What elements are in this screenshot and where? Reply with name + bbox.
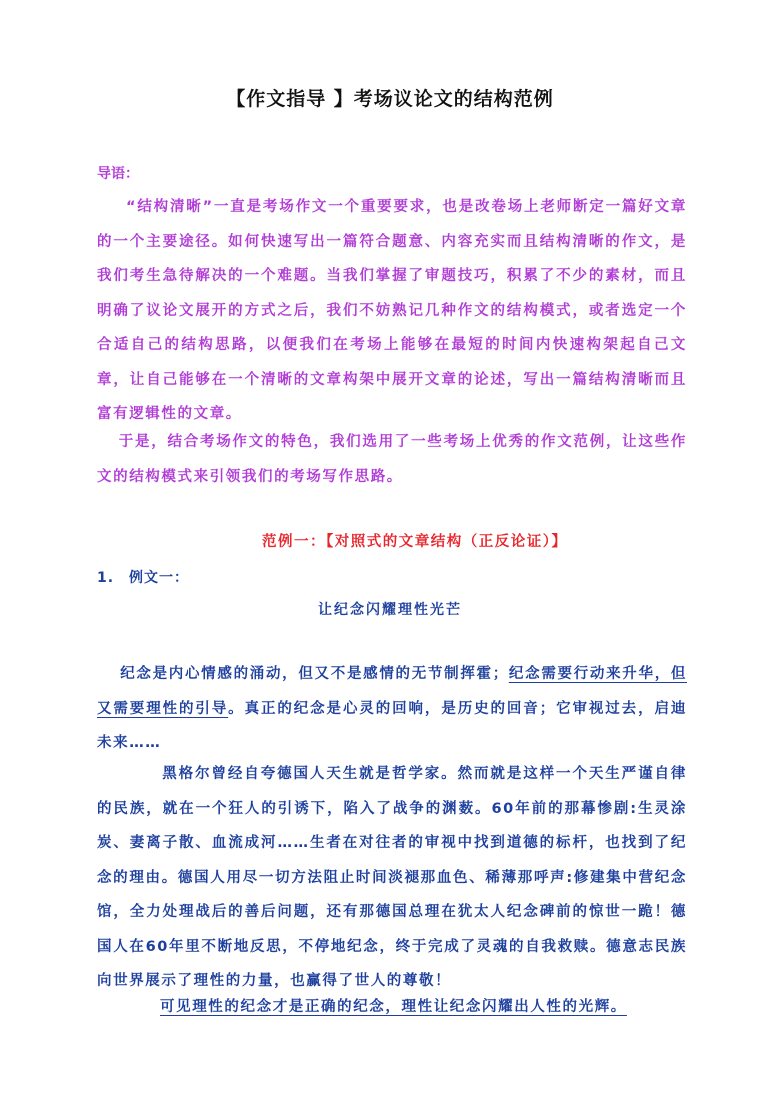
essay-paragraph-1 — [97, 657, 687, 761]
essay-paragraph-3 — [160, 990, 690, 1025]
lead-label: 导语： — [97, 166, 139, 182]
lead-paragraph-1: “结构清晰”一直是考场作文一个重要要求，也是改卷场上老师断定一篇好文章的一个主要途径。如何快速写出一篇符合题意、内容充实而且结构清晰的作文，是我们考生急待解决的一个难题。当我们掌握了审题技巧，积累了不少的素材，而且明确了议论文展开的方式之后，我们不妨熟记几种作文的结构模式，或者选定一个合适自己的结构思路，以便我们在考场上能够在最短的时间内快速构架起自己文章，让自己能够在一个清晰的文章构架中展开文章的论述，写出一篇结构清晰而且富有逻辑性的文章。 — [97, 199, 687, 422]
essay-title: 让纪念闪耀理性光芒 — [318, 602, 462, 618]
example-heading: 范例一：【对照式的文章结构（正反论证）】 — [262, 534, 568, 550]
lead-paragraph-2: 于是，结合考场作文的特色，我们选用了一些考场上优秀的作文范例，让这些作文的结构模式来引领我们的考场写作思路。 — [97, 434, 687, 485]
essay-p1-underlined: 纪念需要行动来升华，但又需要理性的引导 — [97, 666, 687, 717]
essay-p1-part-a: 纪念是内心情感的涌动，但又不是感情的无节制挥霍； — [120, 666, 509, 682]
essay-paragraph-2: 黑格尔曾经自夸德国人天生就是哲学家。然而就是这样一个天生严谨自律的民族，就在一个狂人的引诱下，陷入了战争的渊薮。60年前的那幕惨剧:生灵涂炭、妻离子散、血流成河……生者在对往者的审视中找到道德的标杆，也找到了纪念的理由。德国人用尽一切方法阻止时间淡褪那血色、稀薄那呼声:修建集中营纪念馆，全力处理战后的善后问题，还有那德国总理在犹太人纪念碑前的惊世一跪！德国人在60年里不断地反思，不停地纪念，终于完成了灵魂的自我救赎。德意志民族向世界展示了理性的力量，也赢得了世人的尊敬！ — [97, 766, 687, 989]
document-title: 【作文指导 】考场议论文的结构范例 — [226, 88, 554, 110]
essay-p1-part-c: 。真正的纪念是心灵的回响，是历史的回音；它审视过去，启迪未来…… — [97, 700, 687, 751]
example-number: 1. 例文一： — [97, 570, 190, 586]
essay-conclusion-underlined: 可见理性的纪念才是正确的纪念，理性让纪念闪耀出人性的光辉。 — [160, 999, 627, 1015]
